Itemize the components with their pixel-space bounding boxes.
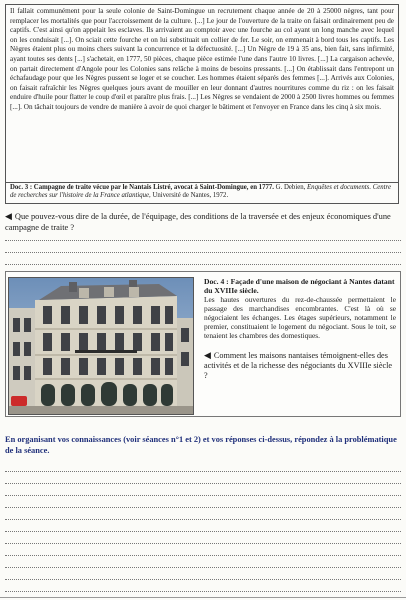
doc3-source	[6, 182, 398, 203]
doc3-source-title: Doc. 3 : Campagne de traite vécue par le Nantais Listré, avocat à Saint-Domingue, en 1777.	[10, 184, 274, 191]
answer-line[interactable]	[5, 252, 401, 253]
answer-line[interactable]	[5, 240, 401, 241]
answer-line[interactable]	[5, 567, 401, 568]
triangle-left-icon: ◀	[204, 350, 211, 360]
question-2-text: Comment les maisons nantaises témoignent-elles des activités et de la richesse des négociants du XVIIIe siècle ?	[204, 351, 393, 380]
doc3-source-publisher: Université de Nantes, 1972.	[150, 192, 229, 200]
doc3-text: Il fallait communément pour la seule colonie de Saint-Domingue un recrutement chaque année de 20 à 25000 nègres, tant pour remplacer les mortalités que pour l'accroissement de la culture. [...] Le jour de l'ouverture de la traite on faisait ordinairement peu de captifs. C'est ainsi qu'on appelait les esclaves. Ils arrivaient au comptoir avec une fourche au col ayant un long manche avec lequel on les conduisait [...]. On sciait cette fourche et on lui substituait un collier de fer. Le soir, on emmenait à bord tous les captifs. Les Nègres étaient plus ou moins chers suivant la concurrence et la défectuosité. [...] Un Nègre de 19 à 35 ans, bien fait, sans infirmité, ayant toutes ses dents [...] s'achetait, en 1777, 50 pièces, chaque pièce estimée l'une dans l'autre 10 livres. [...] La cargaison achevée, on partait directement d'Angole pour les Colonies sans relâche à moins de besoins pressants. [...] On établissait dans l'entrepont un échafaudage pour que les Nègres pussent se loger et se coucher. Les hommes étaient séparés des femmes [...]. Arrivés aux Colonies, on faisait rafraîchir les Nègres quelques jours avant de mouiller en leur donnant d'autres nourritures comme du riz : on les faisait enduire d'huile pour flatter le coup d'œil et paraître plus frais. [...] Les Nègres se vendaient de 2000 à 2500 livres hommes ou femmes [...]. On tâchait toujours de vendre de manière à avoir de quoi charger le bâtiment et l'envoyer en France dans les cinq à six mois.	[10, 7, 394, 111]
nantes-merchant-house-photo	[8, 277, 194, 415]
answer-line[interactable]	[5, 519, 401, 520]
doc3-box	[5, 4, 399, 204]
answer-line[interactable]	[5, 471, 401, 472]
answer-line[interactable]	[5, 495, 401, 496]
doc3-source-author: G. Debien,	[273, 184, 308, 191]
answer-line[interactable]	[5, 483, 401, 484]
answer-line[interactable]	[5, 591, 401, 592]
question-1	[5, 211, 401, 233]
doc4-description: Les hautes ouvertures du rez-de-chaussée permettaient le passage des marchandises encombrantes. C'est là où se négociaient les échanges. Les étages supérieurs, notamment le premier, constituaient le logement du négociant. Sous le toit, se tenaient les chambres des domestiques.	[204, 295, 396, 340]
answer-line[interactable]	[5, 507, 401, 508]
doc4-title: Doc. 4 : Façade d'une maison de négociant à Nantes datant du XVIIIe siècle.	[204, 277, 395, 296]
answer-line[interactable]	[5, 543, 401, 544]
answer-line[interactable]	[5, 531, 401, 532]
doc3-source-publication: Enquêtes et documents. Centre de recherches sur l'histoire de la France atlantique,	[10, 184, 391, 200]
doc4-box	[5, 271, 401, 417]
conclusion-prompt: En organisant vos connaissances (voir séances n°1 et 2) et vos réponses ci-dessus, répondez à la problématique de la séance.	[5, 435, 397, 455]
triangle-left-icon: ◀	[5, 211, 12, 221]
question-2	[204, 350, 396, 381]
page-bottom-rule	[0, 597, 406, 598]
question-1-text: Que pouvez-vous dire de la durée, de l'équipage, des conditions de la traversée et des enjeux économiques d'une campagne de traite ?	[5, 212, 391, 232]
answer-line[interactable]	[5, 579, 401, 580]
answer-line[interactable]	[5, 264, 401, 265]
answer-line[interactable]	[5, 555, 401, 556]
